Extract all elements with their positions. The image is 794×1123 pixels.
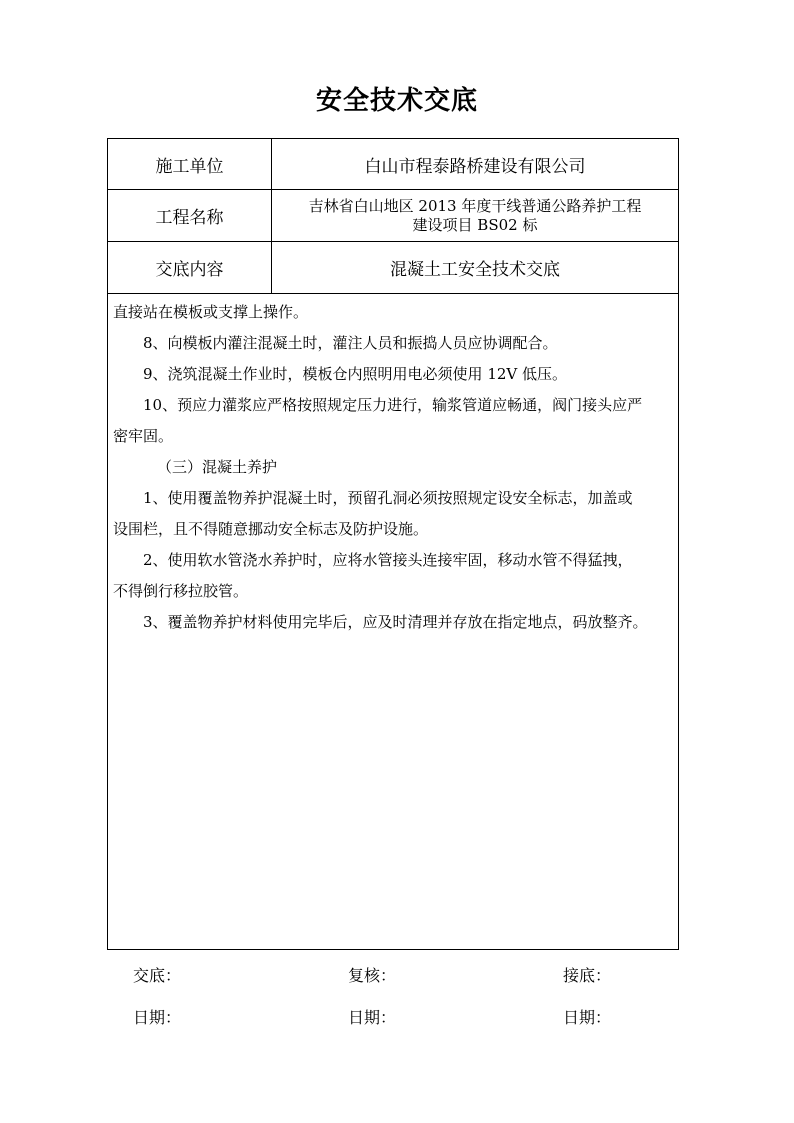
- row-project-name: [108, 190, 678, 242]
- body-line: 8、向模板内灌注混凝土时，灌注人员和振捣人员应协调配合。: [143, 334, 558, 352]
- body-line: 设围栏，且不得随意挪动安全标志及防护设施。: [113, 520, 429, 538]
- disclosure-content-label: 交底内容: [108, 242, 272, 293]
- construction-unit-label: 施工单位: [108, 139, 272, 189]
- disclosure-table: [107, 138, 679, 950]
- handover-date-label: 日期：: [133, 1008, 182, 1027]
- body-line: 密牢固。: [113, 427, 174, 445]
- project-name-label: 工程名称: [108, 190, 272, 241]
- review-date-label: 日期：: [348, 1008, 397, 1027]
- body-line: 10、预应力灌浆应严格按照规定压力进行，输浆管道应畅通，阀门接头应严: [143, 396, 643, 414]
- disclosure-content-value: 混凝土工安全技术交底: [390, 260, 560, 280]
- section-heading: （三）混凝土养护: [157, 458, 278, 476]
- body-line: 直接站在模板或支撑上操作。: [113, 303, 309, 321]
- project-name-value: [272, 190, 678, 241]
- body-line: 3、覆盖物养护材料使用完毕后，应及时清理并存放在指定地点，码放整齐。: [143, 613, 648, 631]
- receive-date-label: 日期：: [563, 1008, 612, 1027]
- review-signature-label: 复核：: [348, 966, 397, 985]
- document-title: 安全技术交底: [315, 86, 478, 116]
- project-name-line-1: 吉林省白山地区 2013 年度干线普通公路养护工程: [308, 196, 642, 215]
- body-line: 9、浇筑混凝土作业时，模板仓内照明用电必须使用 12V 低压。: [143, 365, 568, 383]
- row-disclosure-content: [108, 242, 678, 294]
- disclosure-body: [113, 297, 678, 638]
- body-line: 1、使用覆盖物养护混凝土时，预留孔洞必须按照规定设安全标志，加盖或: [143, 489, 633, 507]
- project-name-line-2: 建设项目 BS02 标: [412, 215, 538, 234]
- handover-signature-label: 交底：: [133, 966, 182, 985]
- row-construction-unit: [108, 139, 678, 190]
- construction-unit-value: 白山市程泰路桥建设有限公司: [364, 156, 586, 177]
- body-line: 不得倒行移拉胶管。: [113, 582, 249, 600]
- receive-signature-label: 接底：: [563, 966, 612, 985]
- body-line: 2、使用软水管浇水养护时，应将水管接头连接牢固，移动水管不得猛拽，: [143, 551, 633, 569]
